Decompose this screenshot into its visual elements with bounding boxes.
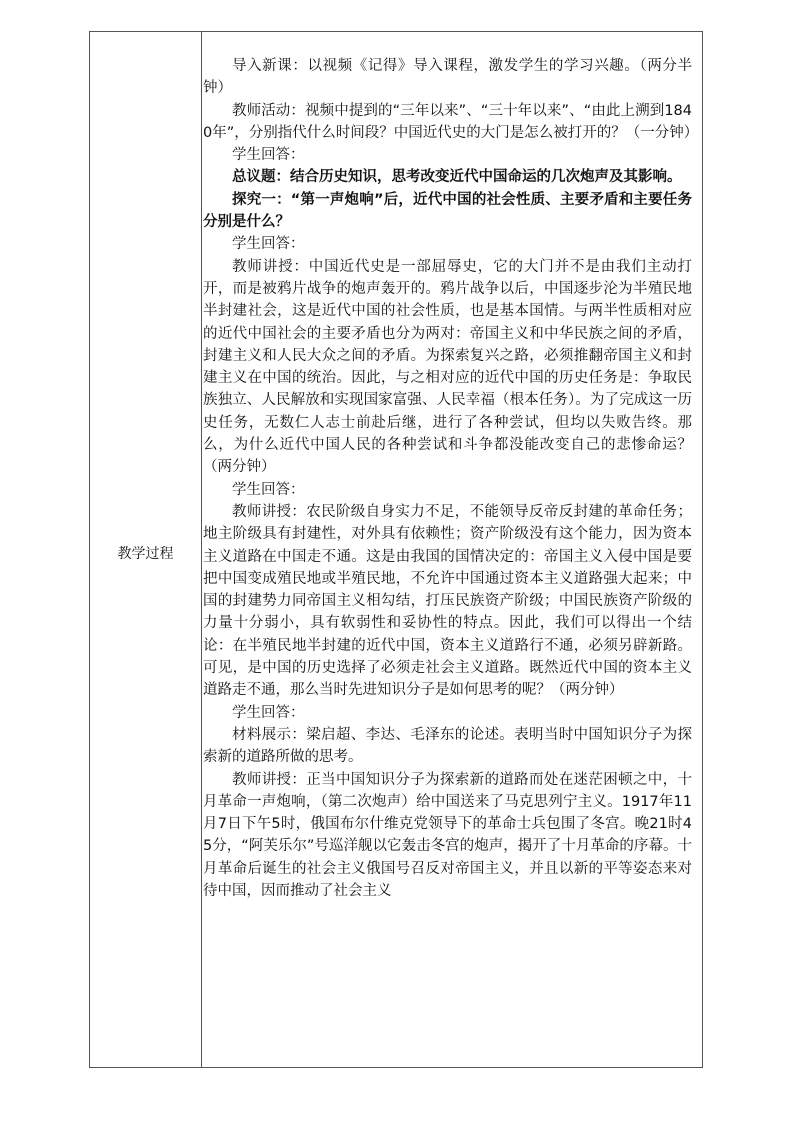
- content-paragraph: 导入新课：以视频《记得》导入课程，激发学生的学习兴趣。（两分半钟）: [203, 58, 692, 97]
- content-cell: [203, 55, 699, 902]
- content-paragraph: 学生回答：: [232, 147, 305, 164]
- content-paragraph: 探究一：“第一声炮响”后，近代中国的社会性质、主要矛盾和主要任务分别是什么？: [203, 191, 692, 231]
- column-divider: [201, 31, 202, 1068]
- content-paragraph: 学生回答：: [232, 481, 305, 498]
- content-paragraph: 教师讲授：正当中国知识分子为探索新的道路而处在迷茫困顿之中，十月革命一声炮响，（第二次炮声）给中国送来了马克思列宁主义。1917年11月7日下午5时，俄国布尔什维克党领导下的革命士兵包围了冬宫。晚21时45分，“阿芙乐尔”号巡洋舰以它轰击冬宫的炮声，揭开了十月革命的序幕。十月革命后诞生的社会主义俄国号召反对帝国主义，并且以新的平等姿态来对待中国，因而推动了社会主义: [203, 771, 692, 899]
- content-paragraph: 教师活动：视频中提到的“三年以来”、“三十年以来”、“由此上溯到1840年”，分别指代什么时间段？中国近代史的大门是怎么被打开的？（一分钟）: [203, 102, 699, 141]
- content-paragraph: 学生回答：: [232, 704, 305, 721]
- content-paragraph: 教师讲授：中国近代史是一部屈辱史，它的大门并不是由我们主动打开，而是被鸦片战争的炮声轰开的。鸦片战争以后，中国逐步沦为半殖民地半封建社会，这是近代中国的社会性质，也是基本国情。与两半性质相对应的近代中国社会的主要矛盾也分为两对：帝国主义和中华民族之间的矛盾，封建主义和人民大众之间的矛盾。为探索复兴之路，必须推翻帝国主义和封建主义在中国的统治。因此，与之相对应的近代中国的历史任务是：争取民族独立、人民解放和实现国家富强、人民幸福（根本任务）。为了完成这一历史任务，无数仁人志士前赴后继，进行了各种尝试，但均以失败告终。那么，为什么近代中国人民的各种尝试和斗争都没能改变自己的悲惨命运？（两分钟）: [203, 258, 692, 476]
- content-paragraph: 教师讲授：农民阶级自身实力不足，不能领导反帝反封建的革命任务；地主阶级具有封建性，对外具有依赖性；资产阶级没有这个能力，因为资本主义道路在中国走不通。这是由我国的国情决定的：帝国主义入侵中国是要把中国变成殖民地或半殖民地，不允许中国通过资本主义道路强大起来；中国的封建势力同帝国主义相勾结，打压民族资产阶级；中国民族资产阶级的力量十分弱小，具有软弱性和妥协性的特点。因此，我们可以得出一个结论：在半殖民地半封建的近代中国，资本主义道路行不通，必须另辟新路。可见，是中国的历史选择了必须走社会主义道路。既然近代中国的资本主义道路走不通，那么当时先进知识分子是如何思考的呢？（两分钟）: [203, 503, 692, 699]
- content-paragraph: 总议题：结合历史知识，思考改变近代中国命运的几次炮声及其影响。: [232, 169, 682, 186]
- content-paragraph: 材料展示：梁启超、李达、毛泽东的论述。表明当时中国知识分子为探索新的道路所做的思考。: [203, 726, 692, 766]
- row-label-cell: [90, 31, 201, 1068]
- row-label: 教学过程: [117, 545, 174, 562]
- content-paragraph: 学生回答：: [232, 236, 305, 253]
